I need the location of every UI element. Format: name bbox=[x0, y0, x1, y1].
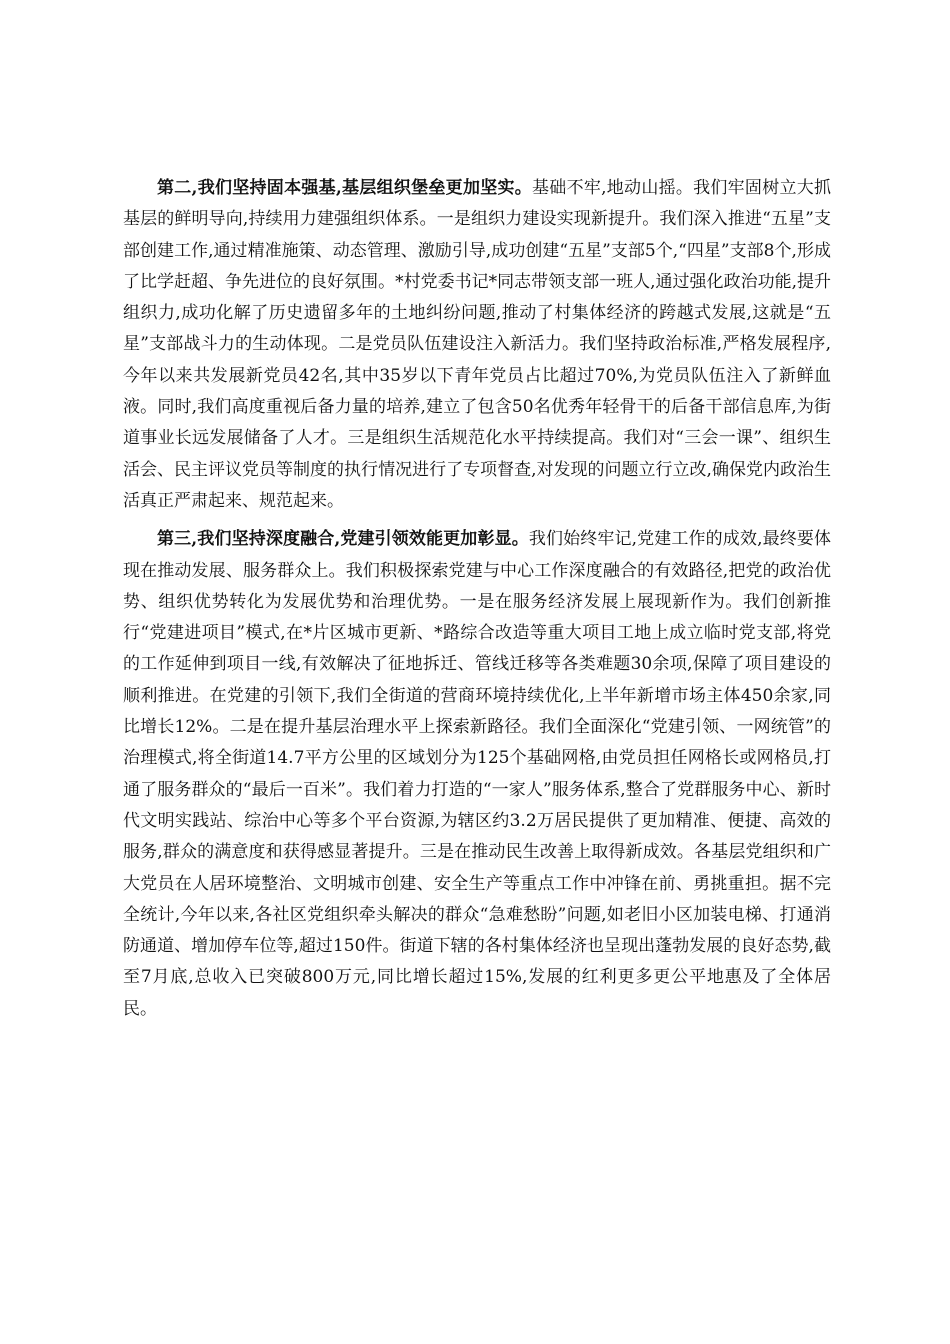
paragraph-second bbox=[123, 173, 831, 517]
paragraph-third bbox=[123, 524, 831, 1025]
paragraph-lead-third: 第三,我们坚持深度融合,党建引领效能更加彰显。 bbox=[157, 529, 529, 550]
paragraph-text-second: 基础不牢,地动山摇。我们牢固树立大抓基层的鲜明导向,持续用力建强组织体系。一是组织力建设实现新提升。我们深入推进“五星”支部创建工作,通过精准施策、动态管理、激励引导,成功创建“五星”支部5个,“四星”支部8个,形成了比学赶超、争先进位的良好氛围。*村党委书记*同志带领支部一班人,通过强化政治功能,提升组织力,成功化解了历史遗留多年的土地纠纷问题,推动了村集体经济的跨越式发展,这就是“五星”支部战斗力的生动体现。二是党员队伍建设注入新活力。我们坚持政治标准,严格发展程序,今年以来共发展新党员42名,其中35岁以下青年党员占比超过70%,为党员队伍注入了新鲜血液。同时,我们高度重视后备力量的培养,建立了包含50名优秀年轻骨干的后备干部信息库,为街道事业长远发展储备了人才。三是组织生活规范化水平持续提高。我们对“三会一课”、组织生活会、民主评议党员等制度的执行情况进行了专项督查,对发现的问题立行立改,确保党内政治生活真正严肃起来、规范起来。 bbox=[123, 178, 832, 511]
document-body bbox=[123, 173, 831, 1032]
paragraph-text-third: 我们始终牢记,党建工作的成效,最终要体现在推动发展、服务群众上。我们积极探索党建与中心工作深度融合的有效路径,把党的政治优势、组织优势转化为发展优势和治理优势。一是在服务经济发展上展现新作为。我们创新推行“党建进项目”模式,在*片区城市更新、*路综合改造等重大项目工地上成立临时党支部,将党的工作延伸到项目一线,有效解决了征地拆迁、管线迁移等各类难题30余项,保障了项目建设的顺利推进。在党建的引领下,我们全街道的营商环境持续优化,上半年新增市场主体450余家,同比增长12%。二是在提升基层治理水平上探索新路径。我们全面深化“党建引领、一网统管”的治理模式,将全街道14.7平方公里的区域划分为125个基础网格,由党员担任网格长或网格员,打通了服务群众的“最后一百米”。我们着力打造的“一家人”服务体系,整合了党群服务中心、新时代文明实践站、综治中心等多个平台资源,为辖区约3.2万居民提供了更加精准、便捷、高效的服务,群众的满意度和获得感显著提升。三是在推动民生改善上取得新成效。各基层党组织和广大党员在人居环境整治、文明城市创建、安全生产等重点工作中冲锋在前、勇挑重担。据不完全统计,今年以来,各社区党组织牵头解决的群众“急难愁盼”问题,如老旧小区加装电梯、打通消防通道、增加停车位等,超过150件。街道下辖的各村集体经济也呈现出蓬勃发展的良好态势,截至7月底,总收入已突破800万元,同比增长超过15%,发展的红利更多更公平地惠及了全体居民。 bbox=[123, 529, 831, 1019]
paragraph-lead-second: 第二,我们坚持固本强基,基层组织堡垒更加坚实。 bbox=[157, 178, 533, 198]
